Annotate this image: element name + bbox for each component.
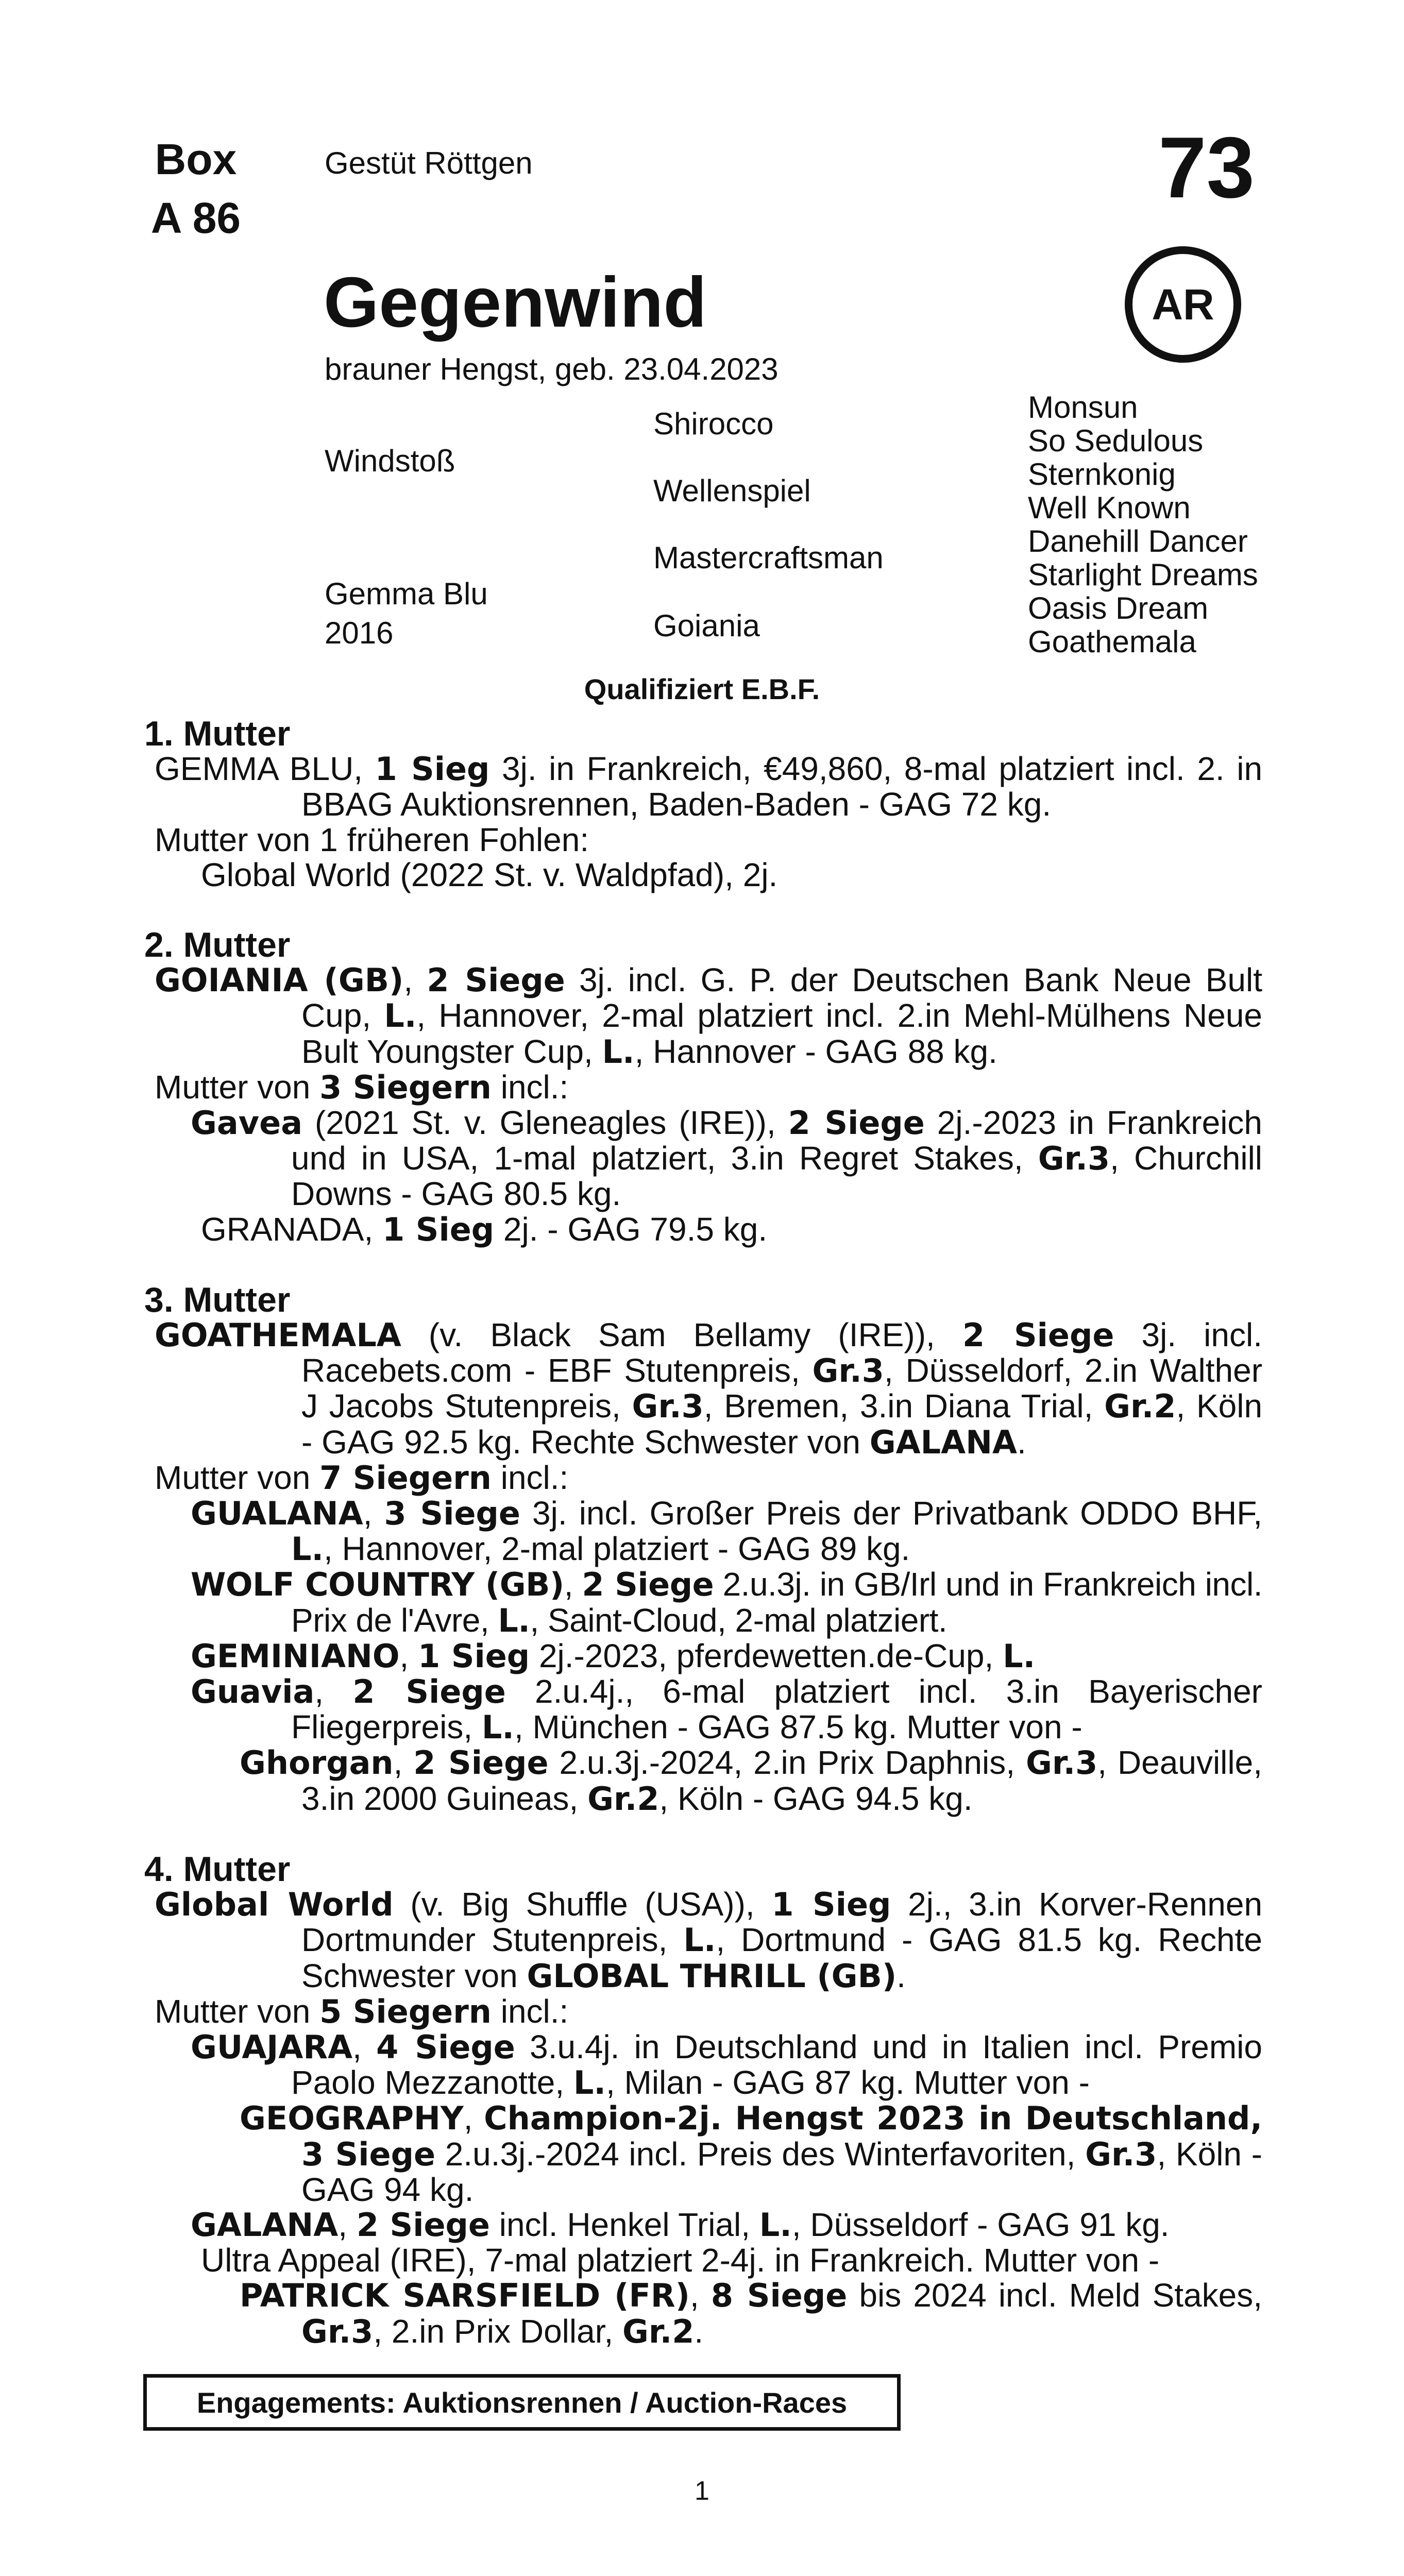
dam2-foal-2-wins: 1 Sieg xyxy=(382,1210,495,1248)
section-title-1: 1. Mutter xyxy=(144,714,291,753)
dam3-foal-4-sep: , xyxy=(314,1673,324,1710)
dam3-foal-2-text-1: 2.u.3j. in GB/Irl und in Frankreich incl. Prix de l'Avre, xyxy=(291,1566,1263,1639)
pedigree-gen2-4: Goiania xyxy=(653,608,760,643)
pedigree-gen3-8: Goathemala xyxy=(1028,624,1196,659)
dam3-foal-3-sep: , xyxy=(399,1637,409,1674)
dam3-produce-intro xyxy=(144,1460,1262,1496)
dam4-grandfoal-1-text-1: 2.u.3j.-2024 incl. Preis des Winterfavoriten, xyxy=(445,2135,1076,2173)
dam3-name: GOATHEMALA xyxy=(155,1316,401,1354)
dam3-foal-3 xyxy=(144,1638,1262,1674)
dam3-grandfoal-1-wins: 2 Siege xyxy=(413,1744,549,1782)
ar-badge xyxy=(1125,246,1241,363)
dam4-listed-1: L. xyxy=(683,1921,716,1959)
dam2-produce-a: Mutter von xyxy=(155,1068,311,1106)
catalogue-body xyxy=(144,716,1262,2349)
dam3-foal-2-name: WOLF COUNTRY (GB) xyxy=(191,1566,564,1604)
dam3-sister: GALANA xyxy=(869,1423,1017,1461)
dam4-foal-1-listed: L. xyxy=(573,2064,606,2102)
dam1-text: 3j. in Frankreich, €49,860, 8-mal platziert incl. 2. in BBAG Auktionsrennen, Baden-Baden - GAG 72 kg. xyxy=(301,750,1263,823)
dam4-grandfoal-2-group-1: Gr.3 xyxy=(301,2312,374,2350)
pedigree-gen3-5: Danehill Dancer xyxy=(1028,524,1248,558)
dam3-text-4: , Bremen, 3.in Diana Trial, xyxy=(703,1387,1093,1425)
dam4-name: Global World xyxy=(155,1886,394,1924)
dam3-grandfoal-1-name: Ghorgan xyxy=(240,1744,394,1782)
pedigree-gen3-3: Sternkonig xyxy=(1028,457,1176,492)
dam3-grandfoal-1-sep: , xyxy=(393,1744,403,1782)
dam4-grandfoal-1-champion: Champion-2j. Hengst 2023 in Deutschland, 3 Siege xyxy=(301,2099,1262,2173)
dam2-name: GOIANIA (GB) xyxy=(155,961,404,999)
dam2-text-2: , Hannover, 2-mal platziert incl. 2.in Mehl-Mülhens Neue Bult Youngster Cup, xyxy=(301,997,1263,1070)
dam2-foal-2-name: GRANADA, xyxy=(201,1210,374,1248)
dam4-foal-1-text-1: 3.u.4j. in Deutschland und in Italien incl. Premio Paolo Mezzanotte, xyxy=(291,2028,1262,2102)
dam4-foal-1-sep: , xyxy=(352,2028,362,2065)
dam2-foal-1-text-1: (2021 St. v. Gleneagles (IRE)), xyxy=(314,1104,776,1142)
dam4-grandfoal-1-name: GEOGRAPHY xyxy=(240,2099,464,2138)
dam3-foal-1-text-1: 3j. incl. Großer Preis der Privatbank ODDO BHF, xyxy=(532,1495,1263,1532)
dam2-text-1: 3j. incl. G. P. der Deutschen Bank Neue Bult Cup, xyxy=(301,961,1262,1035)
dam3-foal-4-wins: 2 Siege xyxy=(352,1673,506,1711)
dam4-foal-1 xyxy=(144,2029,1262,2100)
dam3-foal-4-text-1: 2.u.4j., 6-mal platziert incl. 3.in Bayerischer Fliegerpreis, xyxy=(291,1673,1262,1746)
engagements-box xyxy=(143,2374,901,2431)
dam2-foal-2 xyxy=(144,1212,1262,1247)
dam3-foal-3-listed: L. xyxy=(1003,1637,1036,1675)
dam4-produce-a: Mutter von xyxy=(155,1992,311,2030)
dam3-group-3: Gr.2 xyxy=(1104,1387,1176,1426)
box-number: A 86 xyxy=(150,194,241,242)
dam4-foal-2-text-1: incl. Henkel Trial, xyxy=(499,2206,750,2243)
dam4-foal-2-sep: , xyxy=(338,2206,348,2243)
dam1-produce-intro: Mutter von 1 früheren Fohlen: xyxy=(155,821,589,858)
dam4-foal-1-name: GUAJARA xyxy=(191,2028,353,2066)
dam2-wins: 2 Siege xyxy=(427,961,565,999)
dam3-text-3: , Düsseldorf, 2.in Walther J Jacobs Stutenpreis, xyxy=(301,1352,1263,1425)
dam3-foal-1-sep: , xyxy=(363,1495,373,1532)
dam3-grandfoal-1-text-3: , Köln - GAG 94.5 kg. xyxy=(659,1780,973,1817)
dam4-grandfoal-2-group-2: Gr.2 xyxy=(622,2312,695,2350)
dam2-foal-2-text: 2j. - GAG 79.5 kg. xyxy=(503,1210,768,1248)
dam3-text-2: 3j. incl. Racebets.com - EBF Stutenpreis, xyxy=(301,1316,1262,1389)
dam3-text-6: . xyxy=(1017,1423,1026,1461)
pedigree-gen2-2: Wellenspiel xyxy=(653,473,811,508)
dam3-foal-2 xyxy=(144,1567,1262,1638)
dam4-record xyxy=(144,1887,1262,1994)
dam2-produce-b: 3 Siegern xyxy=(319,1068,492,1106)
dam2-text-3: , Hannover - GAG 88 kg. xyxy=(634,1032,997,1070)
qualification: Qualifiziert E.B.F. xyxy=(584,673,820,705)
dam3-grandfoal-1-text-2: , Deauville, 3.in 2000 Guineas, xyxy=(301,1744,1262,1817)
dam4-grandfoal-1-text-2: , Köln - GAG 94 kg. xyxy=(301,2135,1263,2208)
pedigree-gen3-1: Monsun xyxy=(1028,390,1138,425)
dam2-foal-1-text-3: , Churchill Downs - GAG 80.5 kg. xyxy=(291,1140,1263,1213)
dam3-foal-3-name: GEMINIANO xyxy=(191,1637,400,1675)
pedigree-gen2-3: Mastercraftsman xyxy=(653,540,884,575)
dam2-foal-1-name: Gavea xyxy=(191,1104,303,1142)
dam4-foal-1-text-2: , Milan - GAG 87 kg. Mutter von - xyxy=(605,2064,1090,2102)
dam3-foal-1-text-2: , Hannover, 2-mal platziert - GAG 89 kg. xyxy=(324,1530,910,1568)
dam3-grandfoal-1-text-1: 2.u.3j.-2024, 2.in Prix Daphnis, xyxy=(559,1744,1016,1782)
dam4-grandfoal-2 xyxy=(144,2278,1262,2349)
dam3-foal-4-name: Guavia xyxy=(191,1673,315,1711)
pedigree-gen2-1: Shirocco xyxy=(653,406,774,441)
dam3-group-1: Gr.3 xyxy=(812,1352,884,1390)
pedigree-gen3-7: Oasis Dream xyxy=(1028,591,1209,625)
dam3-foal-1-name: GUALANA xyxy=(191,1495,363,1533)
dam1-name: GEMMA BLU, xyxy=(155,750,363,788)
dam3-wins: 2 Siege xyxy=(962,1316,1114,1354)
dam3-group-2: Gr.3 xyxy=(632,1387,704,1426)
section-title-3: 3. Mutter xyxy=(144,1280,291,1319)
dam4-sister: GLOBAL THRILL (GB) xyxy=(527,1957,897,1995)
dam2-foal-1-text-2: 2j.-2023 in Frankreich und in USA, 1-mal platziert, 3.in Regret Stakes, xyxy=(291,1104,1262,1177)
pedigree-dam-year: 2016 xyxy=(325,616,394,650)
dam3-foal-3-text-1: 2j.-2023, pferdewetten.de-Cup, xyxy=(538,1637,994,1674)
pedigree-gen3-2: So Sedulous xyxy=(1028,423,1204,458)
dam4-wins: 1 Sieg xyxy=(771,1886,891,1924)
dam3-grandfoal-1 xyxy=(144,1745,1262,1816)
dam3-foal-3-wins: 1 Sieg xyxy=(418,1637,530,1675)
dam3-foal-4 xyxy=(144,1674,1262,1745)
horse-name: Gegenwind xyxy=(324,263,707,342)
section-title-2: 2. Mutter xyxy=(144,925,291,965)
dam4-text-3: , Dortmund - GAG 81.5 kg. Rechte Schwester von xyxy=(301,1921,1263,1994)
dam4-grandfoal-2-sep: , xyxy=(689,2277,699,2314)
pedigree-gen3-6: Starlight Dreams xyxy=(1028,557,1258,592)
dam3-text-5: , Köln - GAG 92.5 kg. Rechte Schwester von xyxy=(301,1387,1263,1461)
dam3-grandfoal-1-group-1: Gr.3 xyxy=(1025,1744,1098,1782)
box-label: Box xyxy=(155,135,237,183)
dam3-foal-2-listed: L. xyxy=(498,1601,530,1639)
dam3-foal-1-wins: 3 Siege xyxy=(384,1495,520,1533)
dam3-produce-c: incl.: xyxy=(500,1459,569,1496)
dam4-grandfoal-1-sep: , xyxy=(463,2099,473,2137)
lot-number: 73 xyxy=(1158,119,1255,216)
dam3-grandfoal-1-group-2: Gr.2 xyxy=(587,1780,659,1818)
dam3-produce-b: 7 Siegern xyxy=(319,1459,492,1497)
dam4-foal-2-name: GALANA xyxy=(191,2206,339,2244)
dam1-wins: 1 Sieg xyxy=(375,750,490,788)
dam1-record xyxy=(144,751,1262,822)
pedigree-sire: Windstoß xyxy=(325,444,455,478)
dam2-foal-1-wins: 2 Siege xyxy=(788,1104,925,1142)
section-title-4: 4. Mutter xyxy=(144,1849,291,1889)
ar-badge-text: AR xyxy=(1152,280,1214,329)
dam4-produce-c: incl.: xyxy=(500,1992,569,2030)
engagements-text: Engagements: Auktionsrennen / Auction-Races xyxy=(196,2386,848,2419)
dam3-foal-2-text-2: , Saint-Cloud, 2-mal platziert. xyxy=(530,1601,948,1639)
dam4-foal-2-text-2: , Düsseldorf - GAG 91 kg. xyxy=(791,2206,1170,2243)
dam2-sep: , xyxy=(403,961,413,999)
dam4-foal-2 xyxy=(144,2207,1262,2243)
dam4-grandfoal-2-text-3: . xyxy=(694,2312,704,2350)
dam4-foal-3: Ultra Appeal (IRE), 7-mal platziert 2-4j. in Frankreich. Mutter von - xyxy=(201,2242,1160,2279)
dam2-listed-2: L. xyxy=(602,1032,635,1071)
dam3-foal-1-listed: L. xyxy=(291,1530,324,1568)
dam3-foal-2-sep: , xyxy=(564,1566,573,1603)
dam3-text-1: (v. Black Sam Bellamy (IRE)), xyxy=(428,1316,935,1354)
dam4-foal-2-wins: 2 Siege xyxy=(356,2206,490,2244)
dam4-foal-2-listed: L. xyxy=(759,2206,792,2244)
dam4-text-4: . xyxy=(896,1957,906,1994)
dam3-foal-2-wins: 2 Siege xyxy=(582,1566,714,1604)
dam3-record xyxy=(144,1317,1262,1460)
dam4-grandfoal-1-group: Gr.3 xyxy=(1085,2135,1157,2173)
dam4-text-2: 2j., 3.in Korver-Rennen Dortmunder Stutenpreis, xyxy=(301,1886,1263,1959)
dam4-grandfoal-1 xyxy=(144,2100,1262,2207)
dam4-produce-b: 5 Siegern xyxy=(319,1992,492,2030)
pedigree-dam: Gemma Blu xyxy=(325,577,488,611)
dam2-foal-1-group: Gr.3 xyxy=(1038,1140,1110,1178)
dam2-listed-1: L. xyxy=(384,997,417,1035)
dam1-foal: Global World (2022 St. v. Waldpfad), 2j. xyxy=(201,856,778,893)
dam2-produce-intro xyxy=(144,1070,1262,1105)
dam4-text-1: (v. Big Shuffle (USA)), xyxy=(410,1886,755,1923)
dam2-foal-1 xyxy=(144,1105,1262,1212)
stud-name: Gestüt Röttgen xyxy=(325,146,533,180)
horse-description: brauner Hengst, geb. 23.04.2023 xyxy=(325,352,779,386)
page-number: 1 xyxy=(695,2476,709,2506)
dam4-produce-intro xyxy=(144,1994,1262,2029)
dam2-produce-c: incl.: xyxy=(500,1068,569,1106)
dam3-foal-1 xyxy=(144,1496,1262,1567)
dam4-grandfoal-2-text-2: , 2.in Prix Dollar, xyxy=(373,2312,614,2350)
pedigree-gen3-4: Well Known xyxy=(1028,490,1191,525)
dam2-record xyxy=(144,962,1262,1070)
dam3-produce-a: Mutter von xyxy=(155,1459,311,1496)
dam4-foal-1-wins: 4 Siege xyxy=(376,2028,515,2066)
dam4-grandfoal-2-text-1: bis 2024 incl. Meld Stakes, xyxy=(859,2277,1263,2314)
dam4-grandfoal-2-wins: 8 Siege xyxy=(711,2277,848,2315)
dam3-foal-4-listed: L. xyxy=(481,1708,514,1747)
dam4-grandfoal-2-name: PATRICK SARSFIELD (FR) xyxy=(240,2277,690,2315)
dam3-foal-4-text-2: , München - GAG 87.5 kg. Mutter von - xyxy=(514,1708,1082,1746)
